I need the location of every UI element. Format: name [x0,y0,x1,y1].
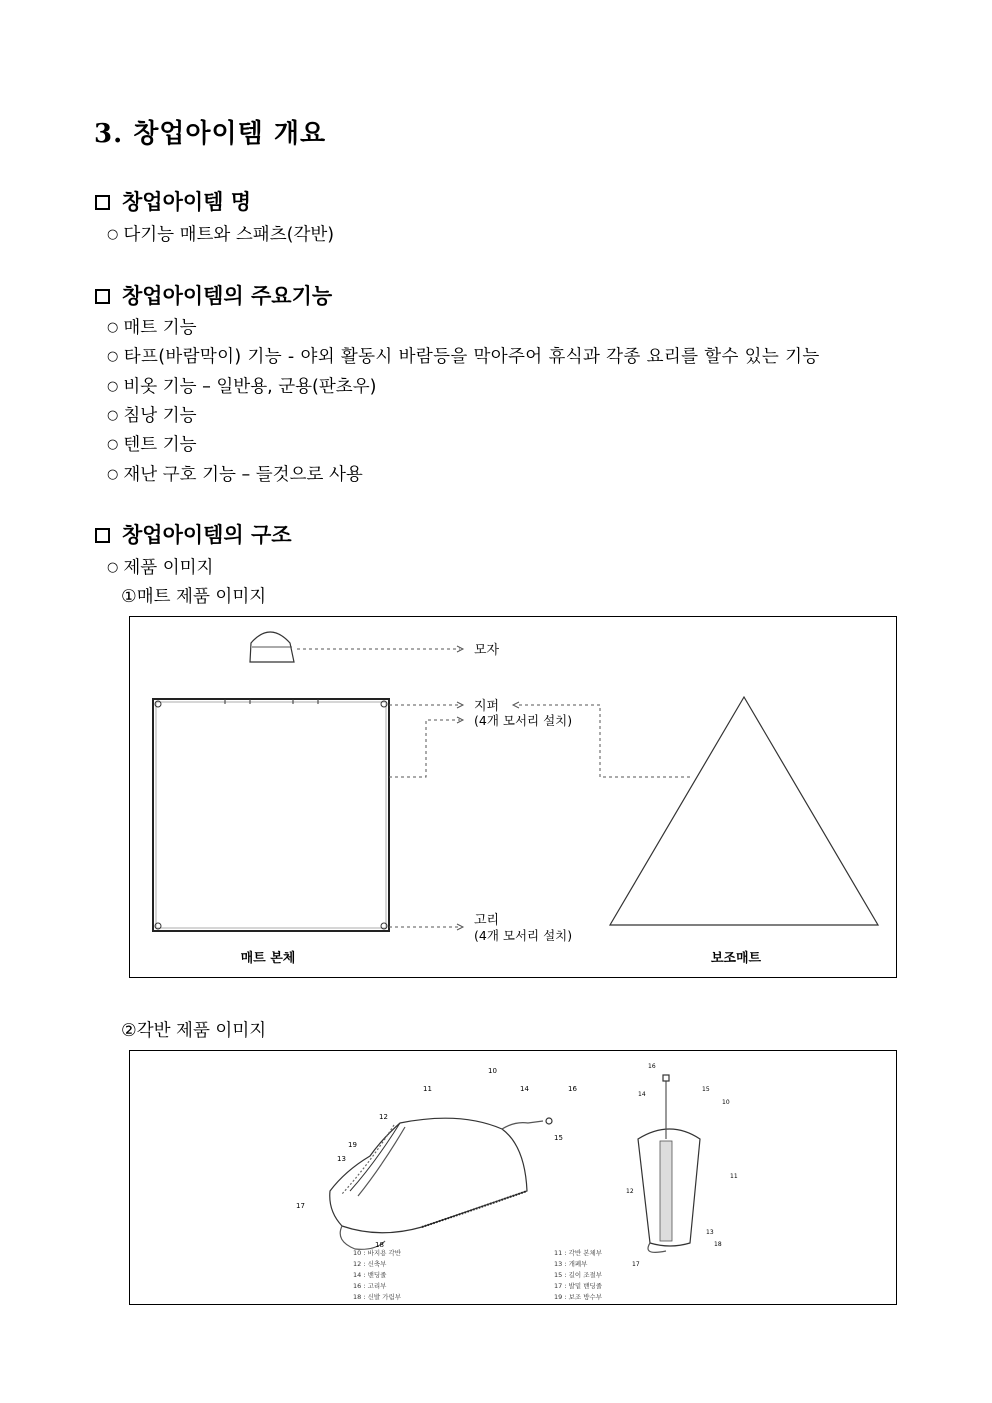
section-heading-structure: 창업아이템의 구조 [95,519,292,549]
part-number: 12 [379,1113,388,1121]
list-item: ○ 타프(바람막이) 기능 - 야외 활동시 바람등을 막아주어 휴식과 각종 요리를 할수 있는 기능 [107,347,820,367]
part-number: 10 [488,1067,497,1075]
circle-bullet-icon: ○ [107,560,119,575]
label-zipper: 지퍼 [474,699,500,714]
legend-item: 13 : 개폐부 [554,1260,588,1268]
legend-item: 18 : 신발 가림부 [353,1293,402,1301]
legend-item: 14 : 밴딩줄 [353,1271,387,1279]
part-number: 19 [348,1141,357,1149]
aux-mat-drawing [610,697,878,925]
part-number: 11 [423,1085,432,1093]
part-number: 18 [375,1241,384,1249]
mat-body-drawing [153,699,389,931]
circle-bullet-icon: ○ [107,467,119,482]
list-item: ○ 제품 이미지 [107,558,214,578]
part-number: 15 [554,1134,563,1142]
gaiter-legend [353,1248,603,1301]
mat-diagram [130,617,896,977]
circle-bullet-icon: ○ [107,437,119,452]
part-number: 14 [638,1091,646,1098]
gaiter-diagram [130,1051,896,1304]
mat-figure [129,616,897,978]
label-mat-body: 매트 본체 [240,951,296,966]
gaiter-side-drawing [330,1118,552,1249]
part-number: 15 [702,1086,710,1093]
label-aux-mat: 보조매트 [710,951,762,966]
part-number: 18 [714,1241,722,1248]
section-heading-functions: 창업아이템의 주요기능 [95,280,332,310]
figure-caption-mat: ①매트 제품 이미지 [121,587,267,607]
checkbox-square-icon [95,289,110,304]
list-item: ○ 침낭 기능 [107,406,197,426]
circle-bullet-icon: ○ [107,349,119,364]
figure-caption-gaiter: ②각반 제품 이미지 [121,1021,267,1041]
part-number: 11 [730,1173,738,1180]
part-number: 17 [296,1202,305,1210]
part-number: 17 [632,1261,640,1268]
list-item: ○ 재난 구호 기능 – 들것으로 사용 [107,465,363,485]
part-number: 13 [337,1155,346,1163]
legend-item: 17 : 발밑 밴딩줄 [554,1282,603,1290]
gaiter-front-drawing [638,1075,700,1252]
checkbox-square-icon [95,195,110,210]
list-item: ○ 매트 기능 [107,318,197,338]
legend-item: 11 : 각반 본체부 [554,1249,603,1257]
label-ring: 고리 [474,913,500,928]
circle-bullet-icon: ○ [107,320,119,335]
legend-item: 16 : 고리부 [353,1282,387,1290]
checkbox-square-icon [95,528,110,543]
part-number: 14 [520,1085,529,1093]
part-number: 13 [706,1229,714,1236]
part-number: 10 [722,1099,730,1106]
hat-drawing [250,632,294,662]
legend-item: 19 : 보조 방수부 [554,1293,603,1301]
legend-item: 15 : 길이 조절부 [554,1271,603,1279]
label-hat: 모자 [474,643,500,658]
gaiter-figure [129,1050,897,1305]
part-number: 16 [568,1085,577,1093]
circle-bullet-icon: ○ [107,379,119,394]
list-item: ○ 다기능 매트와 스패츠(각반) [107,225,335,245]
part-number: 12 [626,1188,634,1195]
label-zipper-note: (4개 모서리 설치) [474,713,573,728]
legend-item: 10 : 바지용 각반 [353,1249,402,1257]
circle-bullet-icon: ○ [107,227,119,242]
list-item: ○ 텐트 기능 [107,435,197,455]
circle-bullet-icon: ○ [107,408,119,423]
list-item: ○ 비옷 기능 – 일반용, 군용(판초우) [107,377,377,397]
part-number: 16 [648,1063,656,1070]
label-ring-note: (4개 모서리 설치) [474,928,573,943]
section-heading-name: 창업아이템 명 [95,186,251,216]
legend-item: 12 : 신축부 [353,1260,387,1268]
page-title: 3. 창업아이템 개요 [94,119,327,149]
